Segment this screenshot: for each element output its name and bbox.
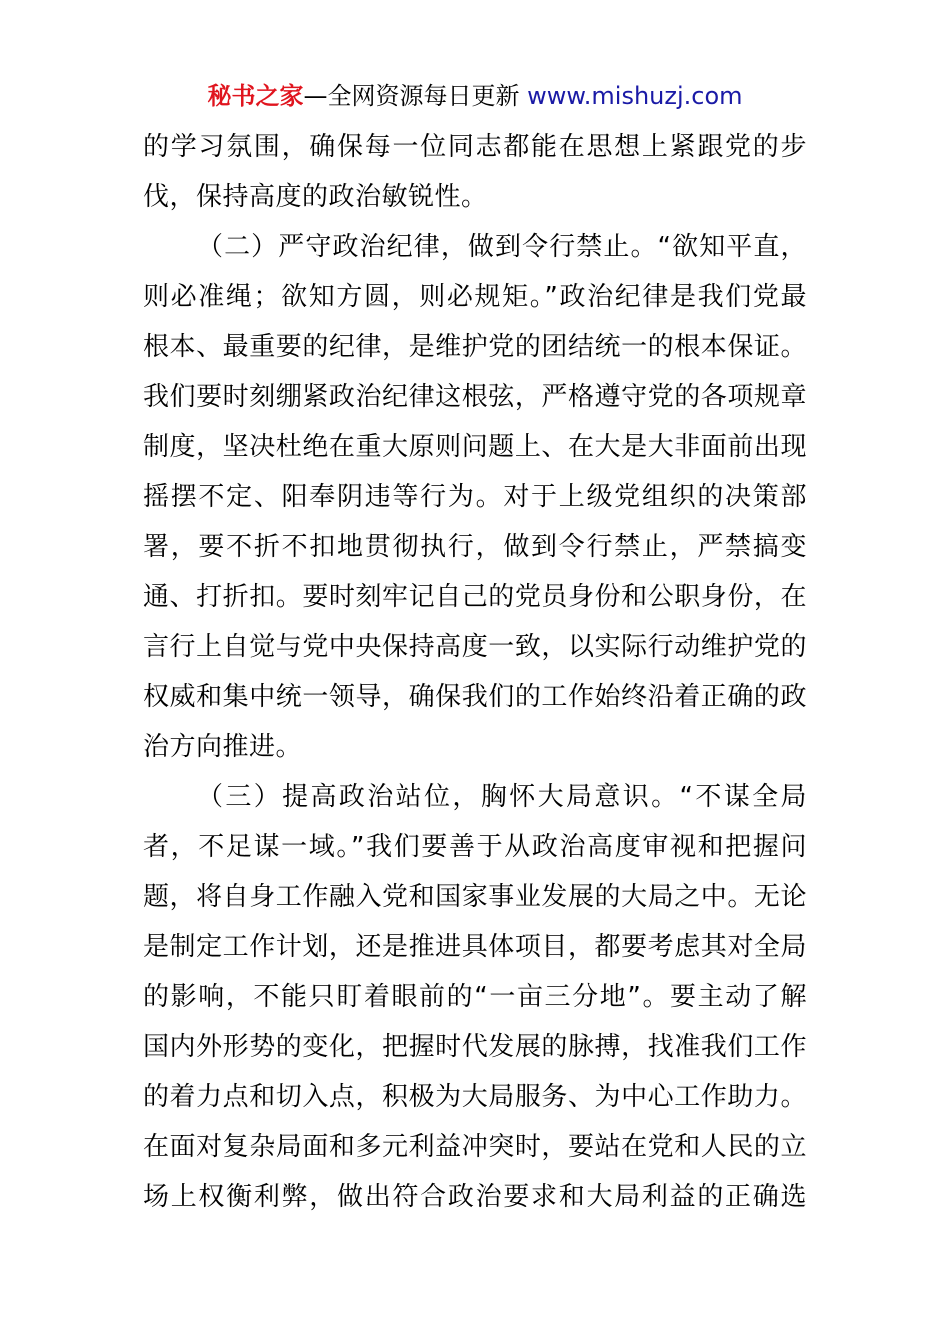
text-line: 的着力点和切入点，积极为大局服务、为中心工作助力。 bbox=[143, 1082, 807, 1112]
text-line: 摇摆不定、阳奉阴违等行为。对于上级党组织的决策部 bbox=[143, 482, 807, 512]
text-line: 在面对复杂局面和多元利益冲突时，要站在党和人民的立 bbox=[143, 1132, 807, 1162]
text-line: 则必准绳；欲知方圆，则必规矩。”政治纪律是我们党最 bbox=[143, 282, 807, 312]
section-heading-line: （三）提高政治站位，胸怀大局意识。“不谋全局 bbox=[197, 782, 807, 812]
text-line: 权威和集中统一领导，确保我们的工作始终沿着正确的政 bbox=[143, 682, 807, 712]
text-line: 我们要时刻绷紧政治纪律这根弦，严格遵守党的各项规章 bbox=[143, 382, 807, 412]
site-url-link[interactable]: www.mishuzj.com bbox=[527, 82, 743, 110]
text-line: 的学习氛围，确保每一位同志都能在思想上紧跟党的步 bbox=[143, 132, 807, 162]
text-line: 制度，坚决杜绝在重大原则问题上、在大是大非面前出现 bbox=[143, 432, 807, 462]
text-line: 根本、最重要的纪律，是维护党的团结统一的根本保证。 bbox=[143, 332, 807, 362]
text-line: 伐，保持高度的政治敏锐性。 bbox=[143, 182, 488, 212]
text-line: 场上权衡利弊，做出符合政治要求和大局利益的正确选 bbox=[143, 1182, 807, 1212]
site-tagline: —全网资源每日更新 bbox=[303, 82, 520, 110]
document-body bbox=[143, 122, 807, 1222]
text-line: 言行上自觉与党中央保持高度一致，以实际行动维护党的 bbox=[143, 632, 807, 662]
text-line: 治方向推进。 bbox=[143, 732, 303, 762]
site-header bbox=[0, 80, 950, 112]
text-line: 是制定工作计划，还是推进具体项目，都要考虑其对全局 bbox=[143, 932, 807, 962]
text-line: 署，要不折不扣地贯彻执行，做到令行禁止，严禁搞变 bbox=[143, 532, 807, 562]
site-brand: 秘书之家 bbox=[207, 82, 304, 110]
text-line: 题，将自身工作融入党和国家事业发展的大局之中。无论 bbox=[143, 882, 807, 912]
text-line: 国内外形势的变化，把握时代发展的脉搏，找准我们工作 bbox=[143, 1032, 807, 1062]
text-line: 者，不足谋一域。”我们要善于从政治高度审视和把握问 bbox=[143, 832, 807, 862]
section-heading-line: （二）严守政治纪律，做到令行禁止。“欲知平直， bbox=[197, 232, 807, 262]
text-line: 通、打折扣。要时刻牢记自己的党员身份和公职身份，在 bbox=[143, 582, 807, 612]
text-line: 的影响，不能只盯着眼前的“一亩三分地”。要主动了解 bbox=[143, 982, 807, 1012]
